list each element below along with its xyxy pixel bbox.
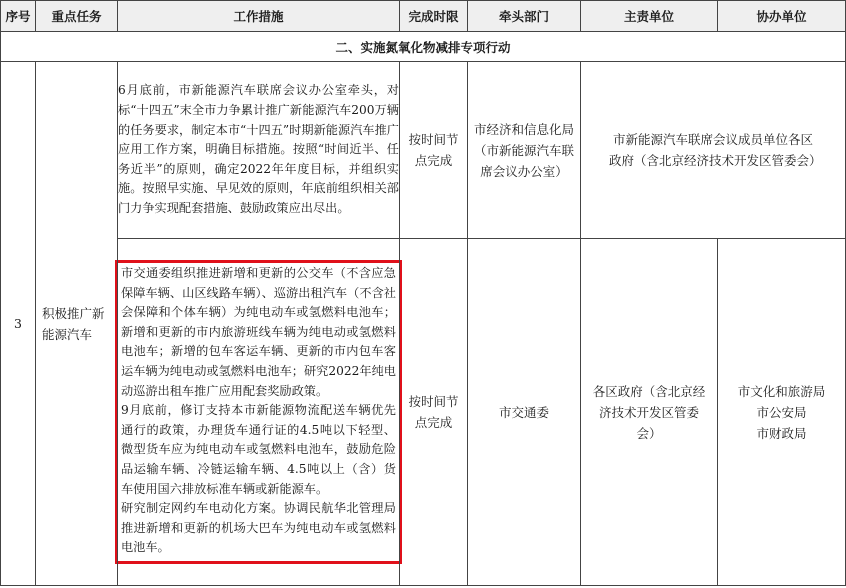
main-unit-cell: 各区政府（含北京经济技术开发区管委会） bbox=[581, 239, 718, 586]
row-seq: 3 bbox=[1, 62, 36, 586]
deadline-cell: 按时间节点完成 bbox=[400, 62, 468, 239]
measure-paragraph: 市交通委组织推进新增和更新的公交车（不含应急保障车辆、山区线路车辆）、巡游出租汽车（不含社会保障和个体车辆）为纯电动车或氢燃料电池车；新增和更新的市内旅游班线车辆为纯电动或氢燃料电池车；新增的包车客运车辆、更新的市内包车客运车辆为纯电动或氢燃料电池车；研究2022年纯电动巡游出租车推广应用配套奖励政策。 bbox=[121, 266, 396, 398]
section-row bbox=[1, 32, 846, 62]
header-main-unit: 主责单位 bbox=[581, 1, 718, 32]
header-row bbox=[1, 1, 846, 32]
header-assist: 协办单位 bbox=[718, 1, 846, 32]
highlight-box bbox=[115, 260, 402, 564]
deadline-cell: 按时间节点完成 bbox=[400, 239, 468, 586]
lead-cell: 市交通委 bbox=[468, 239, 581, 586]
section-title: 二、实施氮氧化物减排专项行动 bbox=[1, 32, 846, 62]
table-row bbox=[1, 62, 846, 239]
measure-paragraph: 9月底前，修订支持本市新能源物流配送车辆优先通行的政策，办理货车通行证的4.5吨以下轻型、微型货车应为纯电动车或氢燃料电池车，鼓励危险品运输车辆、冷链运输车辆、4.5吨以上（含）货车使用国六排放标准车辆或新能源车。 bbox=[121, 403, 396, 496]
header-task: 重点任务 bbox=[36, 1, 118, 32]
table-row bbox=[1, 239, 846, 586]
header-measures: 工作措施 bbox=[118, 1, 400, 32]
assist-cell: 市文化和旅游局 市公安局 市财政局 bbox=[718, 239, 846, 586]
lead-cell: 市经济和信息化局（市新能源汽车联席会议办公室） bbox=[468, 62, 581, 239]
measure-paragraph: 研究制定网约车电动化方案。协调民航华北管理局推进新增和更新的机场大巴车为纯电动车或氢燃料电池车。 bbox=[121, 501, 396, 555]
header-seq: 序号 bbox=[1, 1, 36, 32]
header-lead: 牵头部门 bbox=[468, 1, 581, 32]
row-task: 积极推广新能源汽车 bbox=[36, 62, 118, 586]
measure-cell: 6月底前，市新能源汽车联席会议办公室牵头，对标“十四五”末全市力争累计推广新能源汽车200万辆的任务要求，制定本市“十四五”时期新能源汽车推广应用工作方案，明确目标措施。按照“时间近半、任务近半”的原则，确定2022年年度目标，并组织实施。按照早实施、早见效的原则，年底前组织相关部门力争实现配套措施、鼓励政策应出尽出。 bbox=[118, 62, 400, 239]
measure-cell bbox=[118, 239, 400, 586]
header-deadline: 完成时限 bbox=[400, 1, 468, 32]
main-unit-cell: 市新能源汽车联席会议成员单位各区政府（含北京经济技术开发区管委会） bbox=[581, 62, 846, 239]
